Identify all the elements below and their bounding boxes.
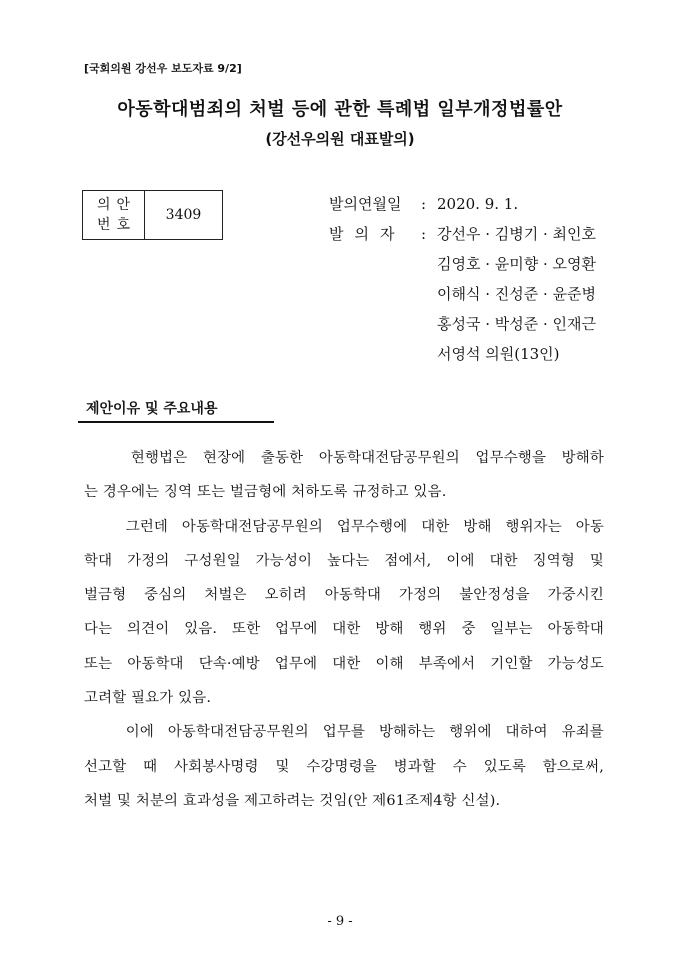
bill-label-line1: 의안 [96,197,137,213]
press-release-tag: [국회의원 강선우 보도자료 9/2] [84,62,242,75]
page-number: - 9 - [327,914,353,929]
body-line: 학대 가정의 구성원일 가능성이 높다는 점에서, 이에 대한 징역형 및 [84,552,604,569]
bill-subtitle: (강선우의원 대표발의) [265,130,415,148]
proposer-line: 서영석 의원(13인) [437,345,560,363]
proposer-row [329,219,596,249]
bill-meta [329,189,596,369]
body-line: 또는 아동학대 단속·예방 업무에 대한 이해 부족에서 기인할 가능성도 [84,655,604,672]
body-line: 그런데 아동학대전담공무원의 업무수행에 대한 방해 행위자는 아동 [84,518,604,535]
bill-label-line2: 번호 [96,217,137,233]
bill-number-label [83,191,145,239]
body-line: 이에 아동학대전담공무원의 업무를 방해하는 행위에 대하여 유죄를 [84,724,604,741]
section-heading: 제안이유 및 주요내용 [78,397,274,423]
proposal-date-row [329,189,596,219]
body-line: 현행법은 현장에 출동한 아동학대전담공무원의 업무수행을 방해하 [84,450,604,466]
body-line: 선고할 때 사회봉사명령 및 수강명령을 병과할 수 있도록 함으로써, [84,758,604,775]
body-line: 다는 의견이 있음. 또한 업무에 대한 방해 행위 중 일부는 아동학대 [84,621,604,638]
bill-number-value: 3409 [165,207,202,223]
proposer-label: 발의자 [329,225,406,243]
body-line: 처벌 및 처분의 효과성을 제고하려는 것임(안 제61조제4항 신설). [84,792,501,809]
proposer-line: 홍성국 · 박성준 · 인재근 [437,315,597,333]
proposer-line: 강선우 · 김병기 · 최인호 [437,225,597,243]
proposal-date-value: 2020. 9. 1. [437,195,519,213]
body-line: 는 경우에는 징역 또는 벌금형에 처하도록 규정하고 있음. [84,484,447,501]
colon: : [421,195,427,213]
body-line: 벌금형 중심의 처벌은 오히려 아동학대 가정의 불안정성을 가중시킨 [84,587,604,604]
body-line: 고려할 필요가 있음. [84,690,212,707]
body-text [84,441,604,818]
bill-title: 아동학대범죄의 처벌 등에 관한 특례법 일부개정법률안 [117,99,563,120]
proposal-date-label: 발의연월일 [329,195,402,213]
bill-number-box [82,190,223,240]
proposer-line: 이해식 · 진성준 · 윤준병 [437,285,597,303]
proposer-line: 김영호 · 윤미향 · 오영환 [437,255,597,273]
colon: : [421,225,427,243]
